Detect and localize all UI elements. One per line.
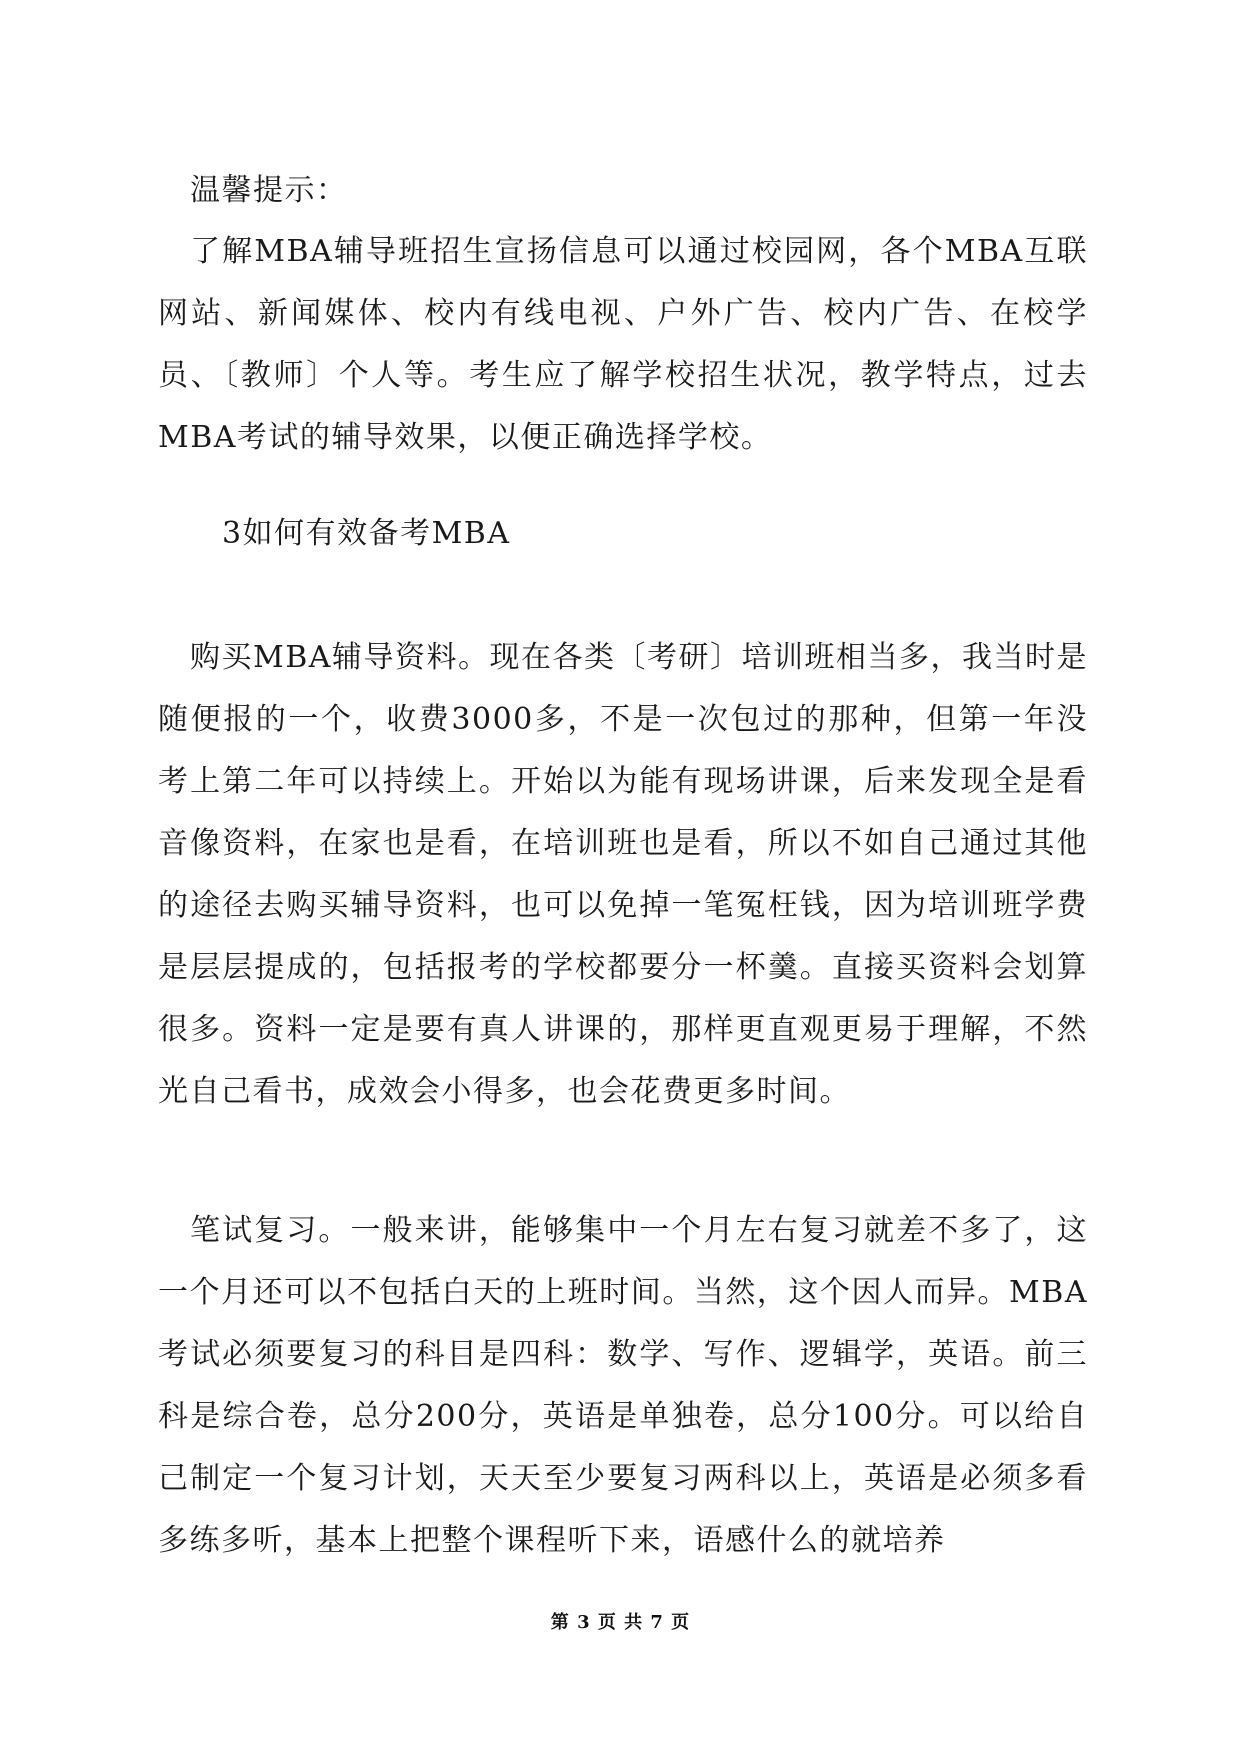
tip-title: 温馨提示： (190, 173, 348, 208)
tip-paragraph: 了解MBA辅导班招生宣扬信息可以通过校园网，各个MBA互联网站、新闻媒体、校内有线电视、户外广告、校内广告、在校学员、〔教师〕个人等。考生应了解学校招生状况，教学特点，过去MBA考试的辅导效果，以便正确选择学校。 (158, 234, 1088, 455)
paragraph-written-review: 笔试复习。一般来讲，能够集中一个月左右复习就差不多了，这一个月还可以不包括白天的上班时间。当然，这个因人而异。MBA考试必须要复习的科目是四科：数学、写作、逻辑学，英语。前三科是综合卷，总分200分，英语是单独卷，总分100分。可以给自己制定一个复习计划，天天至少要复习两科以上，英语是必须多看多练多听，基本上把整个课程听下来，语感什么的就培养 (158, 1213, 1088, 1558)
paragraph-buy-materials: 购买MBA辅导资料。现在各类〔考研〕培训班相当多，我当时是随便报的一个，收费3000多，不是一次包过的那种，但第一年没考上第二年可以持续上。开始以为能有现场讲课，后来发现全是看音像资料，在家也是看，在培训班也是看，所以不如自己通过其他的途径去购买辅导资料，也可以免掉一笔冤枉钱，因为培训班学费是层层提成的，包括报考的学校都要分一杯羹。直接买资料会划算很多。资料一定是要有真人讲课的，那样更直观更易于理解，不然光自己看书，成效会小得多，也会花费更多时间。 (158, 640, 1088, 1109)
section-heading: 3如何有效备考MBA (222, 516, 511, 551)
page-number-footer: 第 3 页 共 7 页 (550, 1612, 691, 1633)
